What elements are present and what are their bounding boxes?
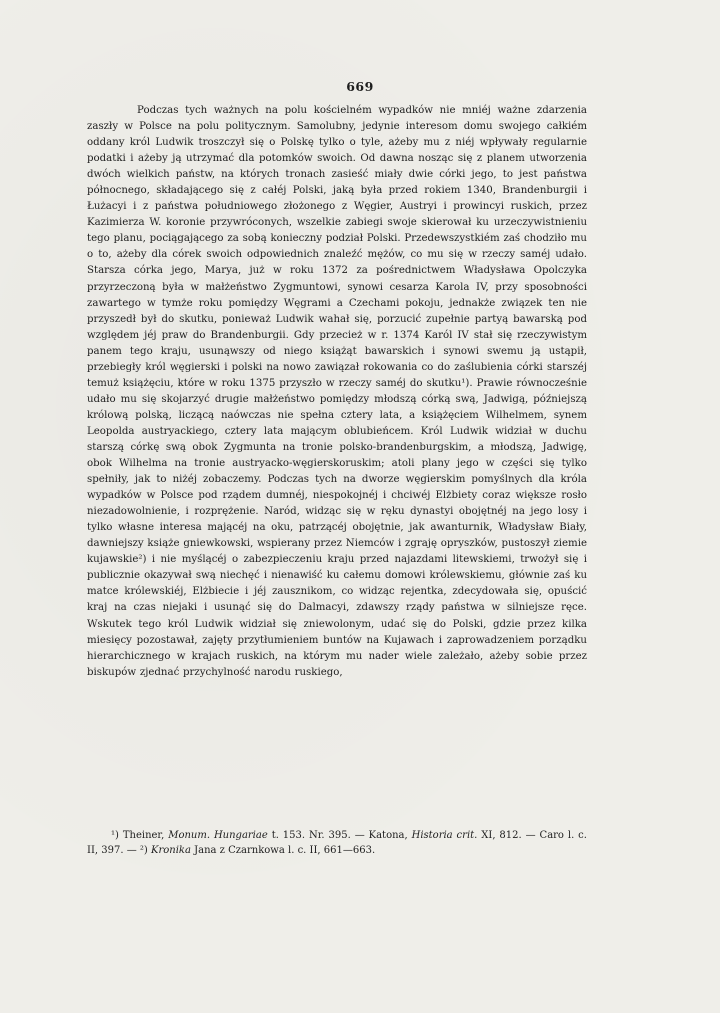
footnote-1-mark: ¹) <box>111 830 119 841</box>
page-number: 669 <box>346 79 374 94</box>
footnote-1-author: Theiner, <box>122 830 165 841</box>
footnote-2-ref: Jana z Czarnkowa l. c. II, 661—663. <box>194 845 376 856</box>
footnote-1-ref: t. 153. Nr. 395. — Katona, <box>271 830 408 841</box>
footnote-1-work: Monum. Hungariae <box>168 830 268 841</box>
footnote-1-work2: Historia crit. <box>411 830 478 841</box>
footnote-2-work: Kronika <box>151 845 191 856</box>
footnote-1-ref2: XI, 812. — Caro l. c. II, 397. — <box>87 830 587 856</box>
body-paragraph: Podczas tych ważnych na polu kościelném wypadków nie mniéj ważne zdarzenia zaszły w Polsce na polu politycznym. Samolubny, jedynie interesom domu swojego całkiém oddany król Ludwik troszczył się o Polskę tylko o tyle, ażeby mu z niéj wpływały regularnie podatki i ażeby ją utrzymać dla potomków swoich. Od dawna nosząc się z planem utworzenia dwóch wielkich państw, na których tronach zasieść miały dwie córki jego, to jest państwa północnego, składającego się z całéj Polski, jaką była przed rokiem 1340, Brandenburgii i Łużacyi i z państwa południowego złożonego z Węgier, Austryi i prowincyi ruskich, przez Kazimierza W. koronie przywróconych, wszelkie zabiegi swoje skierował ku urzeczywistnieniu tego planu, pociągającego za sobą konieczny podział Polski. Przedewszystkiém zaś chodziło mu o to, ażeby dla córek swoich odpowiednich znaleźć mężów, co mu się w rzeczy saméj udało. Starsza córka jego, Marya, już w roku 1372 za pośrednictwem Władysława Opolczyka przyrzeczoną była w małżeństwo Zygmuntowi, synowi cesarza Karola IV, przy sposobności zawartego w tymże roku pomiędzy Węgrami a Czechami pokoju, jednakże związek ten nie przyszedł był do skutku, ponieważ Ludwik wahał się, porzucić zupełnie partyą bawarską pod względem jéj praw do Brandenburgii. Gdy przecież w r. 1374 Karól IV stał się rzeczywistym panem tego kraju, usunąwszy od niego książąt bawarskich i synowi swemu ją ustąpił, przebiegły król węgierski i polski na nowo zawiązał rokowania co do zaślubienia córki starszéj temuż książęciu, które w roku 1375 przyszło w rzeczy saméj do skutku¹). Prawie równocześnie udało mu się skojarzyć drugie małżeństwo pomiędzy młodszą córką swą, Jadwigą, późniejszą królową polską, liczącą naówczas nie spełna cztery lata, a książęciem Wilhelmem, synem Leopolda austryackiego, cztery lata mającym oblubieńcem. Król Ludwik widział w duchu starszą córkę swą obok Zygmunta na tronie polsko-brandenburgskim, a młodszą, Jadwigę, obok Wilhelma na tronie austryacko-węgierskoruskim; atoli plany jego w części się tylko spełniły, jak to niżéj zobaczemy. Podczas tych na dworze węgierskim pomyślnych dla króla wypadków w Polsce pod rządem dumnéj, niespokojnéj i chciwéj Elżbiety coraz większe rosło niezadowolnienie, i rozprężenie. Naród, widząc się w ręku dynastyi obojętnéj na jego losy i tylko własne interesa mającéj na oku, patrzącéj obojętnie, jak awanturnik, Władysław Biały, dawniejszy książe gniewkowski, wspierany przez Niemców i zgraję opryszków, pustoszył ziemie kujawskie²) i nie myślącéj o zabezpieczeniu kraju przed najazdami litewskiemi, trwożył się i publicznie okazywał swą niechęć i nienawiść ku całemu domowi królewskiemu, głównie zaś ku matce królewskiéj, Elżbiecie i jéj zausznikom, co widząc rejentka, zdecydowała się, opuścić kraj na czas niejaki i usunąć się do Dalmacyi, zdawszy rządy państwa w silniejsze ręce. Wskutek tego król Ludwik widział się zniewolonym, udać się do Polski, gdzie przez kilka miesięcy pozostawał, zajęty przytłumieniem buntów na Kujawach i zaprowadzeniem porządku hierarchicznego w krajach ruskich, na którym mu nader wiele zależało, ażeby sobie przez biskupów zjednać przychylność narodu ruskiego, <box>87 105 587 678</box>
footnote-line <box>87 828 587 858</box>
footnotes <box>87 828 587 858</box>
footnote-2-mark: ²) <box>139 845 148 856</box>
